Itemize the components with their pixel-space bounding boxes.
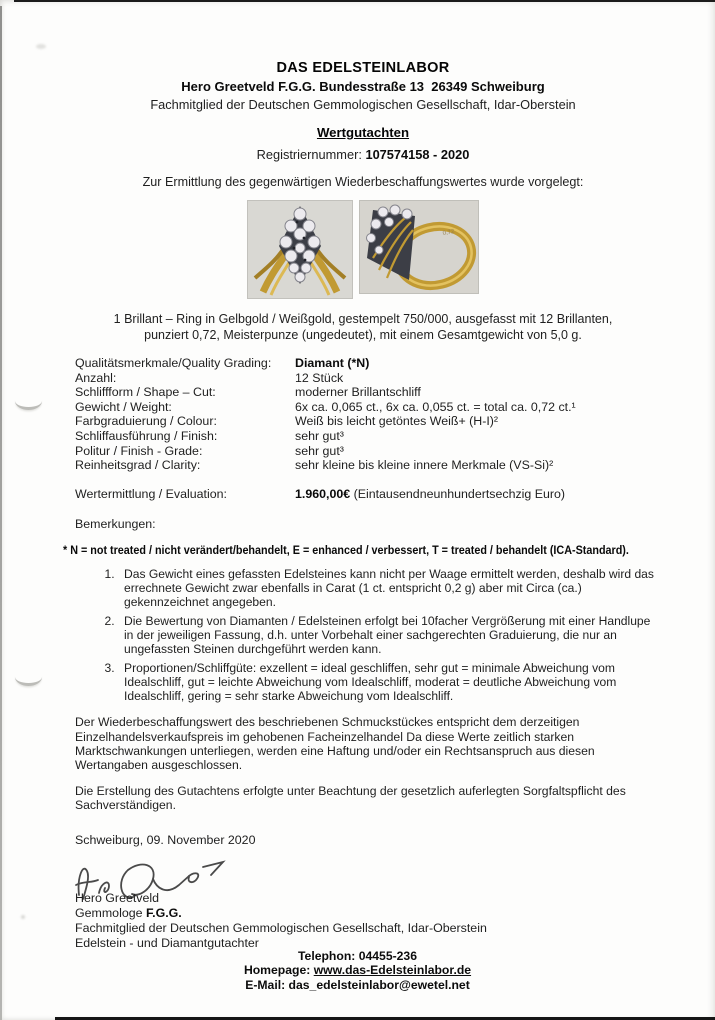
evaluation-row	[75, 487, 663, 502]
signer-name: Hero Greetveld	[75, 890, 160, 905]
homepage-line	[0, 963, 715, 978]
signer-title-credential: F.G.G.	[145, 905, 182, 920]
registration-label: Registriernummer:	[256, 147, 366, 162]
ica-standard-line: * N = not treated / nicht verändert/behandelt, E = enhanced / verbessert, T = treated / behandelt (ICA-Standard).	[63, 544, 629, 558]
ring-photos	[63, 200, 663, 299]
item-description	[63, 311, 663, 343]
signer-membership: Fachmitglied der Deutschen Gemmologischen Gesellschaft, Idar-Oberstein	[75, 920, 487, 935]
grading-value: sehr kleine bis kleine innere Merkmale (VS-Si)²	[295, 458, 554, 473]
hallmark-text: 0,72	[442, 229, 455, 237]
grading-label: Qualitätsmerkmale/Quality Grading:	[75, 356, 272, 370]
grading-row	[75, 356, 663, 371]
grading-label: Reinheitsgrad / Clarity:	[75, 458, 201, 473]
grading-value: 6x ca. 0,065 ct., 6x ca. 0,055 ct. = total ca. 0,72 ct.¹	[295, 399, 576, 414]
grading-value: Weiß bis leicht getöntes Weiß+ (H-I)²	[295, 414, 499, 429]
grading-value: moderner Brillantschliff	[295, 385, 421, 400]
punch-hole-shadow-bottom	[15, 668, 42, 686]
homepage-label: Homepage:	[243, 963, 314, 977]
phone-line: Telephon: 04455-236	[298, 948, 417, 963]
contact-footer	[0, 949, 715, 993]
scan-smudge	[36, 44, 46, 49]
grading-row	[75, 385, 663, 400]
grading-row	[75, 414, 663, 429]
evaluation-amount: 1.960,00€	[295, 486, 351, 501]
email-line: E-Mail: das_edelsteinlabor@ewetel.net	[245, 977, 470, 992]
place-date-line: Schweiburg, 09. November 2020	[75, 832, 256, 847]
grading-label: Schliffausführung / Finish:	[75, 428, 218, 443]
ring-side-photo	[359, 200, 479, 294]
signer-title-prefix: Gemmologe	[75, 905, 146, 920]
scan-smudge	[21, 915, 25, 919]
grading-row	[75, 400, 663, 415]
homepage-link[interactable]: www.das-Edelsteinlabor.de	[313, 963, 472, 977]
scan-edge-left-line	[0, 6, 2, 1020]
item-description-line1: 1 Brillant – Ring in Gelbgold / Weißgold, gestempelt 750/000, ausgefasst mit 12 Brillanten,	[113, 312, 613, 326]
lab-membership: Fachmitglied der Deutschen Gemmologischen Gesellschaft, Idar-Oberstein	[150, 97, 576, 112]
document-type-title: Wertgutachten	[316, 125, 410, 140]
grading-value: Diamant (*N)	[295, 356, 370, 370]
grading-value: sehr gut³	[295, 443, 344, 458]
grading-row	[75, 371, 663, 386]
grading-value: sehr gut³	[295, 428, 344, 443]
registration-number: 107574158 - 2020	[365, 147, 470, 162]
ring-front-photo	[247, 200, 353, 299]
signer-role: Edelstein - und Diamantgutachter	[75, 935, 259, 950]
grading-label: Gewicht / Weight:	[75, 399, 172, 414]
grading-value: 12 Stück	[295, 370, 344, 385]
signature-block	[75, 855, 663, 951]
lab-name-title: DAS EDELSTEINLABOR	[276, 60, 450, 76]
remarks-heading: Bemerkungen:	[75, 517, 156, 532]
quality-grading-table	[75, 356, 663, 501]
purpose-line: Zur Ermittlung des gegenwärtigen Wiederbeschaffungswertes wurde vorgelegt:	[142, 175, 584, 189]
evaluation-label: Wertermittlung / Evaluation:	[75, 486, 227, 501]
note-item: 2. Die Bewertung von Diamanten / Edelsteinen erfolgt bei 10facher Vergrößerung mit einer Handlupe in der jeweiligen Fassung, d.h. unter Vorbehalt einer sachgerechten Graduierung, die nur an ungefassten Steinen durchgeführt werden kann.	[118, 614, 663, 656]
disclaimer-replacement-value: Der Wiederbeschaffungswert des beschriebenen Schmuckstückes entspricht dem derzeitigen Einzelhandelsverkaufspreis im gehobenen Facheinzelhandel Da diese Werte zeitlich starken Marktschwankungen unterliegen, werden eine Haftung und/oder ein Rechtsanspruch aus diesen Wertangaben ausgeschlossen.	[75, 715, 595, 772]
item-description-line2: punziert 0,72, Meisterpunze (ungedeutet), mit einem Gesamtgewicht von 5,0 g.	[144, 328, 582, 342]
note-item: 1. Das Gewicht eines gefassten Edelsteines kann nicht per Waage ermittelt werden, deshalb wird das errechnete Gewicht zwar ebenfalls in Carat (1 ct. entspricht 0,2 g) aber mit Circa (ca.) gekennzeichnet angegeben.	[118, 567, 663, 609]
lab-address: Hero Greetveld F.G.G. Bundesstraße 13 26349 Schweiburg	[181, 79, 545, 94]
grading-row	[75, 458, 663, 473]
grading-label: Anzahl:	[75, 370, 117, 385]
registration-line	[63, 147, 663, 162]
grading-label: Farbgraduierung / Colour:	[75, 414, 217, 429]
grading-label: Politur / Finish - Grade:	[75, 443, 203, 458]
signer-title	[75, 906, 663, 921]
grading-row	[75, 429, 663, 444]
grading-label: Schliffform / Shape – Cut:	[75, 385, 216, 400]
note-item: 3. Proportionen/Schliffgüte: exzellent = ideal geschliffen, sehr gut = minimale Abweichung vom Idealschliff, gut = leichte Abweichung vom Idealschliff, moderat = deutliche Abweichung vom Idealschliff, gering = sehr starke Abweichung vom Idealschliff.	[118, 661, 663, 703]
evaluation-words: (Eintausendneunhundertsechzig Euro)	[350, 486, 566, 501]
disclaimer-due-diligence: Die Erstellung des Gutachtens erfolgte unter Beachtung der gesetzlich auferlegten Sorgfaltspflicht des Sachverständigen.	[75, 784, 626, 813]
punch-hole-shadow-top	[15, 392, 42, 410]
grading-row	[75, 444, 663, 459]
remarks-notes-list	[63, 567, 663, 703]
